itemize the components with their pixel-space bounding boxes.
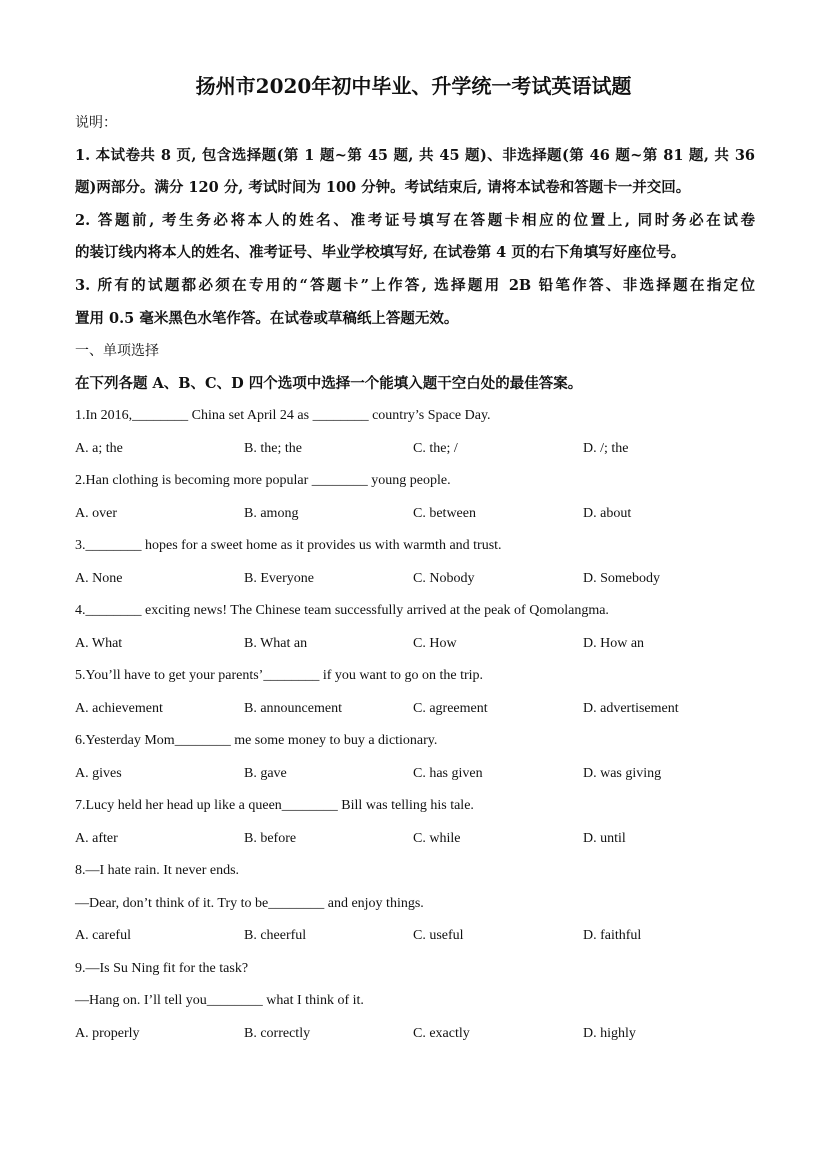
option-d: D. about [583,506,632,521]
question-stem: 6.Yesterday Mom________ me some money to buy a dictionary. [75,733,438,748]
option-b: B. gave [244,766,287,781]
option-c: C. useful [413,928,464,943]
option-d: D. faithful [583,928,642,943]
instruction-line: 3. 所有的试题都必须在专用的“答题卡”上作答, 选择题用 2B 铅笔作答、非选择题在指定位 [75,277,755,294]
question-stem: 2.Han clothing is becoming more popular ________ young people. [75,473,451,488]
option-a: A. achievement [75,701,163,716]
question-stem: 1.In 2016,________ China set April 24 as ________ country’s Space Day. [75,408,491,423]
option-c: C. the; / [413,441,458,456]
instruction-line: 的装订线内将本人的姓名、准考证号、毕业学校填写好, 在试卷第 4 页的右下角填写好座位号。 [75,244,686,261]
option-b: B. announcement [244,701,342,716]
question-stem: 9.—Is Su Ning fit for the task? [75,961,249,976]
option-a: A. over [75,506,117,521]
question-stem-reply: —Hang on. I’ll tell you________ what I think of it. [75,993,364,1008]
option-b: B. among [244,506,299,521]
instruction-line: 2. 答题前, 考生务必将本人的姓名、准考证号填写在答题卡相应的位置上, 同时务必在试卷 [75,212,755,229]
question-stem: 5.You’ll have to get your parents’________ if you want to go on the trip. [75,668,484,683]
section-heading: 一、单项选择 [75,343,159,359]
option-d: D. was giving [583,766,662,781]
option-b: B. What an [244,636,308,651]
option-d: D. highly [583,1026,636,1041]
option-a: A. properly [75,1026,140,1041]
option-c: C. between [413,506,476,521]
option-b: B. cheerful [244,928,307,943]
option-a: A. What [75,636,123,651]
option-c: C. Nobody [413,571,475,586]
question-stem: 4.________ exciting news! The Chinese team successfully arrived at the peak of Qomolangma. [75,603,609,618]
option-c: C. How [413,636,457,651]
section-direction: 在下列各题 A、B、C、D 四个选项中选择一个能填入题干空白处的最佳答案。 [75,375,583,392]
option-c: C. agreement [413,701,488,716]
option-c: C. has given [413,766,483,781]
option-b: B. correctly [244,1026,311,1041]
question-stem-reply: —Dear, don’t think of it. Try to be________ and enjoy things. [75,896,424,911]
question-stem: 8.—I hate rain. It never ends. [75,863,240,878]
question-stem: 3.________ hopes for a sweet home as it provides us with warmth and trust. [75,538,502,553]
option-a: A. careful [75,928,131,943]
option-a: A. gives [75,766,122,781]
option-b: B. the; the [244,441,302,456]
option-b: B. Everyone [244,571,314,586]
option-c: C. exactly [413,1026,470,1041]
option-d: D. How an [583,636,645,651]
instructions-label: 说明： [75,115,117,131]
instruction-line: 1. 本试卷共 8 页, 包含选择题(第 1 题~第 45 题, 共 45 题)、非选择题(第 46 题~第 81 题, 共 36 [75,147,755,164]
instruction-line: 置用 0.5 毫米黑色水笔作答。在试卷或草稿纸上答题无效。 [75,310,459,327]
option-b: B. before [244,831,297,846]
option-a: A. after [75,831,118,846]
option-d: D. advertisement [583,701,679,716]
option-a: A. a; the [75,441,123,456]
option-d: D. Somebody [583,571,660,586]
option-d: D. /; the [583,441,629,456]
instruction-line: 题)两部分。满分 120 分, 考试时间为 100 分钟。考试结束后, 请将本试卷和答题卡一并交回。 [75,179,691,196]
page-title: 扬州市2020年初中毕业、升学统一考试英语试题 [195,74,632,98]
option-a: A. None [75,571,123,586]
option-c: C. while [413,831,461,846]
option-d: D. until [583,831,626,846]
question-stem: 7.Lucy held her head up like a queen________ Bill was telling his tale. [75,798,474,813]
